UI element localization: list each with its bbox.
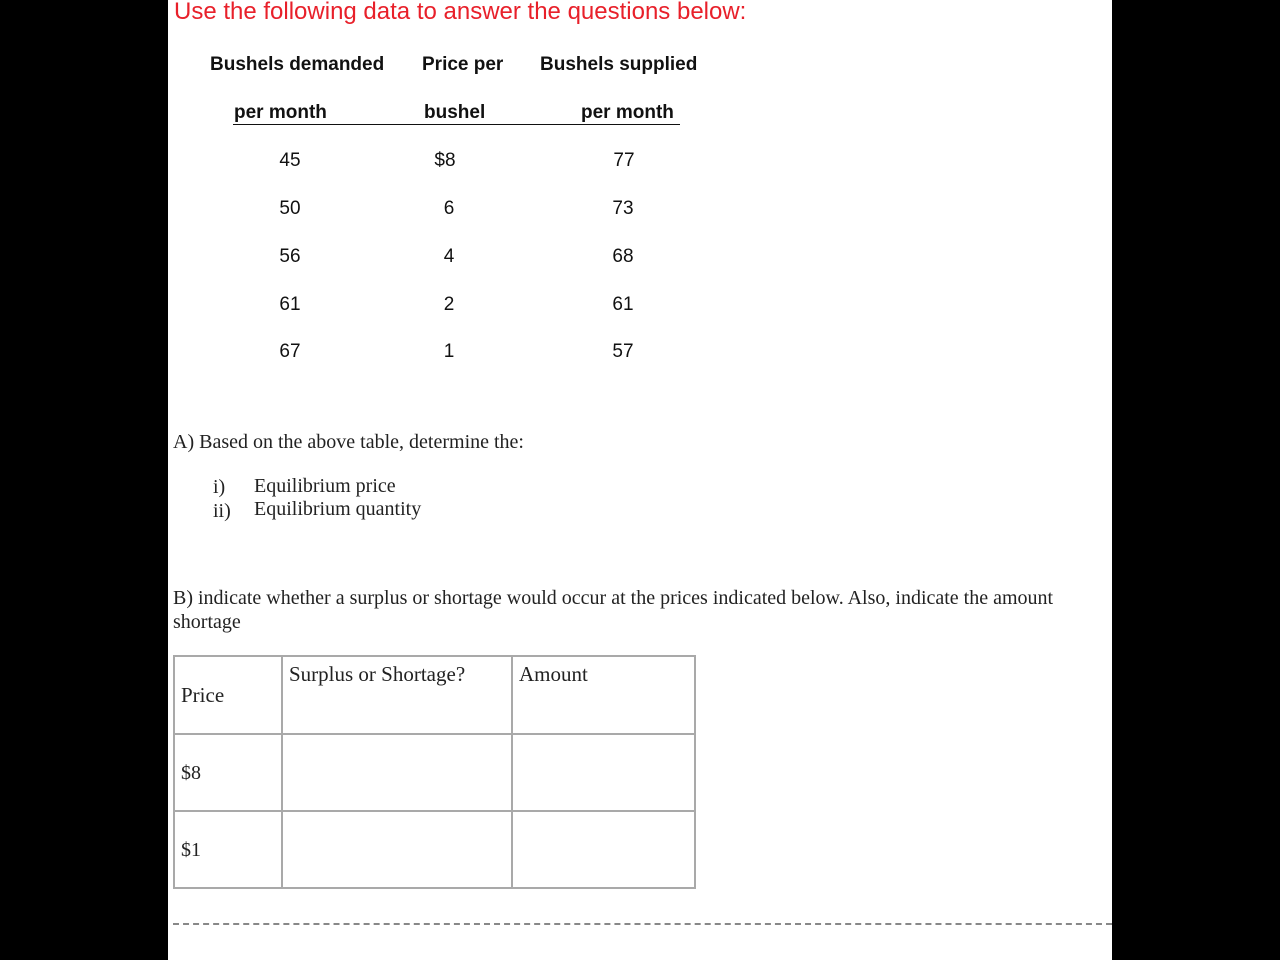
supplied-cell: 73 (612, 198, 634, 219)
amount-answer-cell[interactable] (512, 811, 695, 888)
price-cell: 4 (443, 246, 455, 267)
table-row (174, 656, 695, 734)
demanded-cell: 61 (279, 294, 301, 315)
price-cell: 6 (443, 198, 455, 219)
part-b-instructions-cont: shortage (173, 611, 241, 633)
table-row (174, 811, 695, 888)
price-cell: 2 (443, 294, 455, 315)
price-cell: 1 (443, 341, 455, 362)
supplied-cell: 77 (613, 150, 635, 171)
list-number: ii) (213, 500, 231, 522)
header-demanded-sub: per month (234, 102, 327, 123)
dashed-divider (173, 923, 1112, 925)
part-b-instructions: B) indicate whether a surplus or shortage would occur at the prices indicated below. Also, indicate the amount (173, 587, 1054, 609)
list-number: i) (213, 476, 226, 498)
price-cell: $8 (434, 150, 456, 171)
price-header-cell (174, 656, 282, 734)
price-header: Price (181, 683, 225, 707)
table-row (174, 734, 695, 811)
header-price-sub: bushel (424, 102, 486, 123)
header-price: Price per (422, 54, 504, 75)
surplus-header: Surplus or Shortage? (289, 662, 466, 686)
price-value: $8 (181, 762, 201, 784)
surplus-answer-cell[interactable] (282, 811, 512, 888)
price-value: $1 (181, 839, 201, 861)
supplied-cell: 68 (612, 246, 634, 267)
demanded-cell: 56 (279, 246, 301, 267)
amount-header-cell (512, 656, 695, 734)
list-text: Equilibrium price (254, 475, 396, 497)
supplied-cell: 57 (612, 341, 634, 362)
header-supplied-sub: per month (581, 102, 674, 123)
demanded-cell: 45 (279, 150, 301, 171)
document-page (168, 0, 1112, 960)
surplus-answer-cell[interactable] (282, 734, 512, 811)
amount-header: Amount (519, 662, 588, 686)
amount-answer-cell[interactable] (512, 734, 695, 811)
surplus-header-cell (282, 656, 512, 734)
header-demanded: Bushels demanded (210, 54, 385, 75)
price-cell (174, 811, 282, 888)
part-a-intro: A) Based on the above table, determine the: (173, 431, 524, 453)
price-cell (174, 734, 282, 811)
header-supplied: Bushels supplied (540, 54, 698, 75)
answer-table (173, 655, 696, 889)
list-text: Equilibrium quantity (254, 498, 422, 520)
instructions-heading: Use the following data to answer the questions below: (174, 0, 747, 25)
supplied-cell: 61 (612, 294, 634, 315)
demanded-cell: 50 (279, 198, 301, 219)
header-underline (233, 124, 680, 125)
demanded-cell: 67 (279, 341, 301, 362)
